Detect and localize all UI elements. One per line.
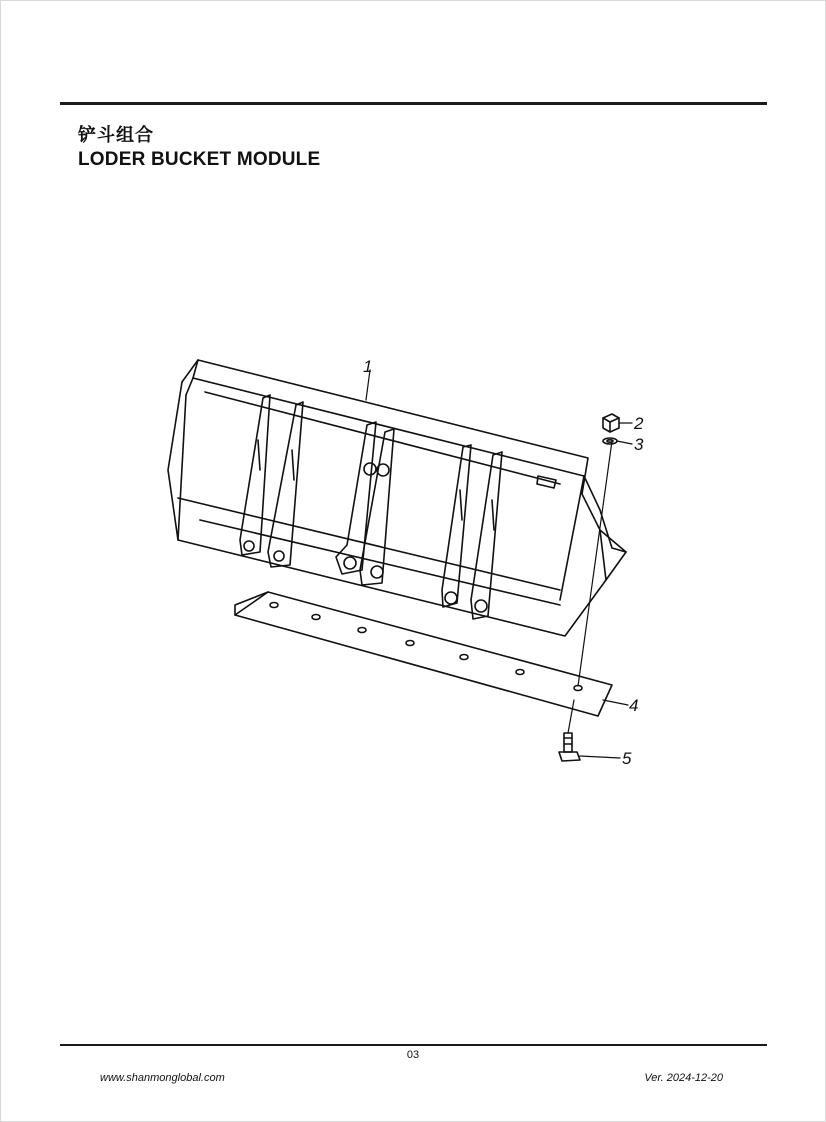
callout-3: 3 — [634, 435, 644, 454]
washer — [603, 438, 617, 444]
callout-1: 1 — [363, 357, 373, 376]
nut — [603, 414, 619, 432]
page-title-chinese: 铲斗组合 — [78, 125, 154, 146]
callout-4: 4 — [629, 696, 639, 715]
bolt — [559, 733, 580, 761]
callout-5: 5 — [622, 749, 632, 768]
cutting-edge — [235, 592, 612, 716]
version-label: Ver. 2024-12-20 — [644, 1072, 723, 1084]
exploded-parts-diagram — [150, 340, 670, 790]
footer-rule — [60, 1044, 767, 1046]
bucket-body — [168, 360, 626, 636]
website-link[interactable]: www.shanmonglobal.com — [100, 1072, 225, 1084]
page-title-english: LODER BUCKET MODULE — [78, 149, 321, 170]
callout-2: 2 — [634, 414, 644, 433]
page-number: 03 — [406, 1049, 420, 1061]
header-rule — [60, 102, 767, 105]
